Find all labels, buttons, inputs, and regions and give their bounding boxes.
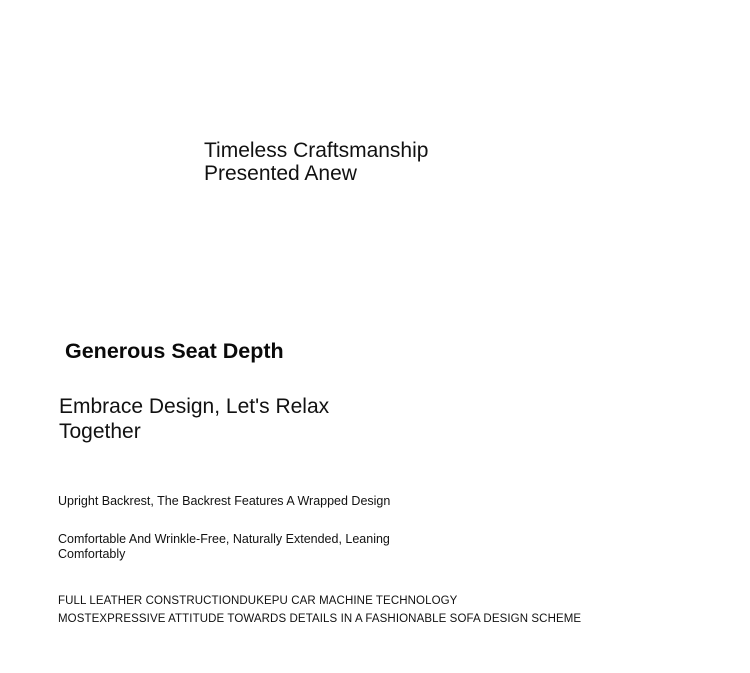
feature-backrest-text: Upright Backrest, The Backrest Features A Wrapped Design [58, 494, 391, 508]
feature-backrest [58, 494, 418, 509]
tagline-line-2: Together [59, 420, 141, 443]
feature-comfort [58, 532, 418, 562]
tagline-heading [59, 394, 399, 444]
hero-title [204, 139, 534, 185]
feature-comfort-line-1: Comfortable And Wrinkle-Free, Naturally Extended, Leaning [58, 532, 390, 546]
seat-depth-heading: Generous Seat Depth [65, 339, 284, 363]
construction-line-1: FULL LEATHER CONSTRUCTIONDUKEPU CAR MACHINE TECHNOLOGY [58, 595, 458, 607]
tagline-line-1: Embrace Design, Let's Relax [59, 395, 330, 418]
hero-title-line-2: Presented Anew [204, 162, 357, 185]
hero-title-line-1: Timeless Craftsmanship [204, 139, 429, 162]
construction-line-2: MOSTEXPRESSIVE ATTITUDE TOWARDS DETAILS IN A FASHIONABLE SOFA DESIGN SCHEME [58, 613, 582, 625]
feature-comfort-line-2: Comfortably [58, 547, 126, 561]
